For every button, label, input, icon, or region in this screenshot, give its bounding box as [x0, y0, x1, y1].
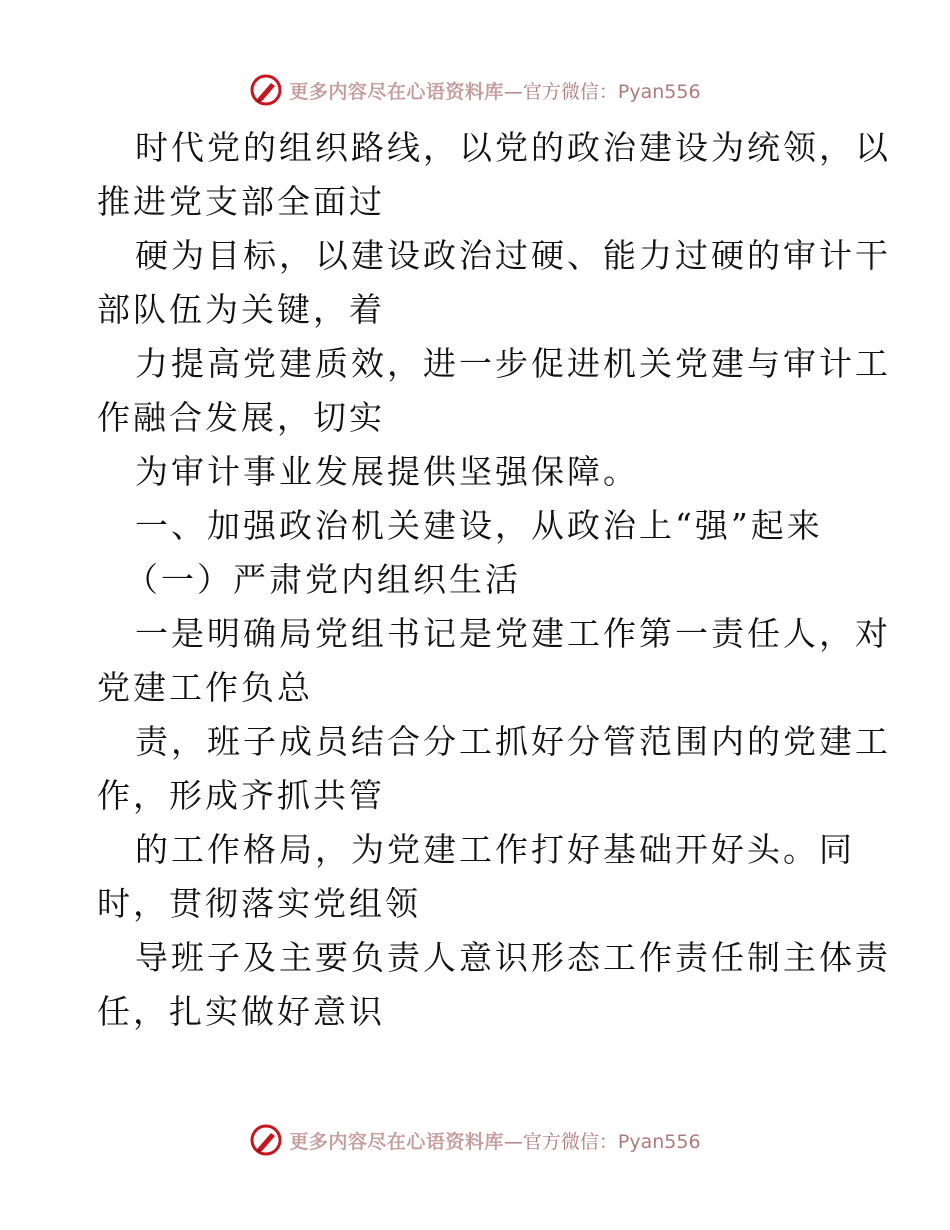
- paragraph-line: 的工作格局，为党建工作打好基础开好头。同: [135, 830, 855, 869]
- subsection-heading: （一）严肃党内组织生活: [125, 560, 521, 599]
- footer-watermark: [0, 1120, 950, 1160]
- paragraph-line: 为审计事业发展提供坚强保障。: [135, 452, 639, 491]
- header-watermark: [0, 70, 950, 110]
- watermark-contact-text: —官方微信：Pyan556: [503, 80, 701, 103]
- watermark-promo-text: 更多内容尽在心语资料库: [289, 1130, 504, 1153]
- paragraph-line: 作融合发展，切实: [97, 398, 385, 437]
- watermark-contact-text: —官方微信：Pyan556: [503, 1130, 701, 1153]
- paragraph-line: 责，班子成员结合分工抓好分管范围内的党建工: [135, 722, 891, 761]
- pen-badge-icon: [249, 73, 283, 107]
- paragraph-line: 一是明确局党组书记是党建工作第一责任人，对: [135, 614, 891, 653]
- section-heading: 一、加强政治机关建设，从政治上“强”起来: [135, 506, 823, 545]
- paragraph-line: 力提高党建质效，进一步促进机关党建与审计工: [135, 344, 891, 383]
- paragraph-line: 时代党的组织路线，以党的政治建设为统领，以: [135, 128, 891, 167]
- paragraph-line: 部队伍为关键，着: [97, 290, 385, 329]
- paragraph-line: 党建工作负总: [97, 668, 313, 707]
- paragraph-line: 导班子及主要负责人意识形态工作责任制主体责: [135, 938, 891, 977]
- paragraph-line: 推进党支部全面过: [97, 182, 385, 221]
- watermark-promo-text: 更多内容尽在心语资料库: [289, 80, 504, 103]
- paragraph-line: 作，形成齐抓共管: [97, 776, 385, 815]
- pen-badge-icon: [249, 1123, 283, 1157]
- document-body: [97, 121, 891, 1039]
- paragraph-line: 时，贯彻落实党组领: [97, 884, 421, 923]
- paragraph-line: 硬为目标，以建设政治过硬、能力过硬的审计干: [135, 236, 891, 275]
- paragraph-line: 任，扎实做好意识: [97, 992, 385, 1031]
